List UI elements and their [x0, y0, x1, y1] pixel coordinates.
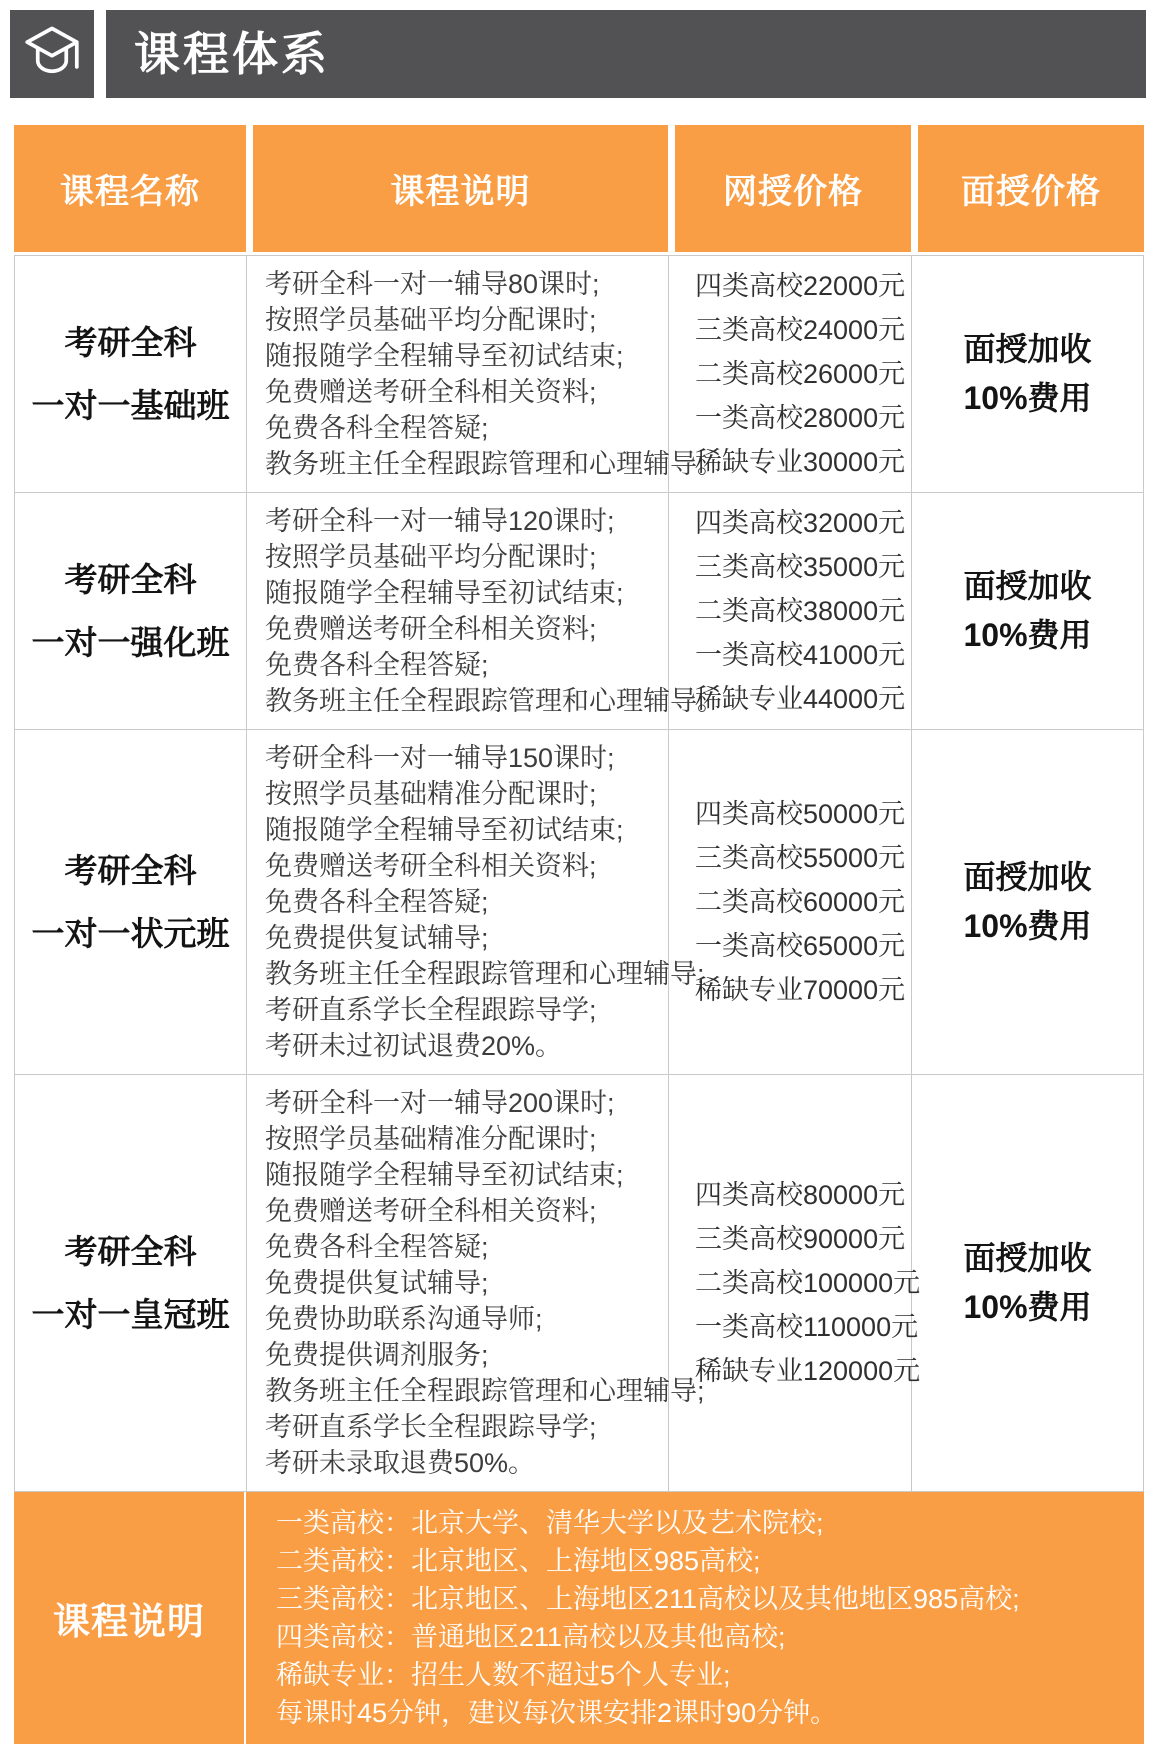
course-name-line: 一对一状元班 — [31, 915, 230, 952]
footer-note-line: 稀缺专业：招生人数不超过5个人专业; — [276, 1660, 731, 1690]
course-desc-line: 按照学员基础平均分配课时; — [265, 542, 597, 572]
course-desc-line: 教务班主任全程跟踪管理和心理辅导。 — [265, 686, 724, 716]
offline-price-line: 面授加收 — [963, 567, 1092, 604]
course-desc-line: 考研未过初试退费20%。 — [265, 1031, 563, 1061]
course-desc-line: 免费协助联系沟通导师; — [265, 1304, 543, 1334]
online-price-line: 一类高校110000元 — [695, 1312, 919, 1342]
brand-box — [10, 10, 94, 98]
table-row — [15, 256, 1143, 493]
graduation-cap-icon — [21, 19, 83, 90]
course-desc-line: 随报随学全程辅导至初试结束; — [265, 341, 624, 371]
online-price-cell — [669, 256, 912, 492]
course-desc-line: 免费提供复试辅导; — [265, 1268, 489, 1298]
offline-price-line: 面授加收 — [963, 858, 1092, 895]
online-price-line: 三类高校55000元 — [695, 843, 906, 873]
online-price-line: 稀缺专业70000元 — [695, 975, 906, 1005]
title-bar — [106, 10, 1146, 98]
course-desc-line: 免费提供复试辅导; — [265, 923, 489, 953]
course-desc-line: 考研未录取退费50%。 — [265, 1448, 536, 1478]
course-desc-line: 免费各科全程答疑; — [265, 1232, 489, 1262]
course-desc-line: 考研全科一对一辅导80课时; — [265, 269, 600, 299]
online-price-cell — [669, 493, 912, 729]
table-header-row — [14, 125, 1144, 252]
table-row — [15, 730, 1143, 1075]
course-name-line: 一对一皇冠班 — [31, 1296, 230, 1333]
course-desc-line: 考研全科一对一辅导200课时; — [265, 1088, 615, 1118]
course-desc-line: 免费各科全程答疑; — [265, 650, 489, 680]
footer-notes — [246, 1492, 1144, 1744]
column-header-course-name: 课程名称 — [14, 125, 246, 252]
online-price-line: 四类高校22000元 — [695, 271, 906, 301]
course-desc-line: 免费赠送考研全科相关资料; — [265, 1196, 597, 1226]
column-header-offline-price: 面授价格 — [911, 125, 1144, 252]
offline-price-line: 10%费用 — [963, 908, 1092, 944]
footer-label: 课程说明 — [53, 1601, 205, 1642]
course-name-line: 一对一强化班 — [31, 624, 230, 661]
course-desc-line: 考研直系学长全程跟踪导学; — [265, 1412, 597, 1442]
course-name-cell — [15, 1075, 247, 1491]
offline-price-line: 面授加收 — [963, 330, 1092, 367]
online-price-line: 四类高校50000元 — [695, 799, 906, 829]
footer-note-line: 三类高校：北京地区、上海地区211高校以及其他地区985高校; — [276, 1584, 1020, 1614]
course-desc-line: 按照学员基础精准分配课时; — [265, 779, 597, 809]
course-desc-line: 免费提供调剂服务; — [265, 1340, 489, 1370]
course-desc-line: 免费各科全程答疑; — [265, 887, 489, 917]
online-price-line: 一类高校28000元 — [695, 403, 906, 433]
course-desc-line: 免费赠送考研全科相关资料; — [265, 377, 597, 407]
course-desc-line: 随报随学全程辅导至初试结束; — [265, 1160, 624, 1190]
course-name-line: 考研全科 — [64, 324, 197, 361]
offline-price-line: 10%费用 — [963, 617, 1092, 653]
table-row — [15, 1075, 1143, 1491]
offline-price-line: 10%费用 — [963, 1289, 1092, 1325]
offline-price-cell — [912, 1075, 1143, 1491]
online-price-cell — [669, 1075, 921, 1491]
offline-price-cell — [912, 730, 1143, 1074]
column-header-online-price: 网授价格 — [668, 125, 911, 252]
offline-price-cell — [912, 493, 1143, 729]
course-table — [14, 125, 1144, 1744]
online-price-line: 稀缺专业44000元 — [695, 684, 906, 714]
online-price-line: 三类高校90000元 — [695, 1224, 906, 1254]
online-price-line: 四类高校80000元 — [695, 1180, 906, 1210]
course-desc-cell — [247, 493, 724, 729]
online-price-line: 二类高校100000元 — [695, 1268, 921, 1298]
course-desc-line: 免费各科全程答疑; — [265, 413, 489, 443]
course-desc-line: 免费赠送考研全科相关资料; — [265, 851, 597, 881]
online-price-line: 四类高校32000元 — [695, 508, 906, 538]
footer-note-line: 每课时45分钟，建议每次课安排2课时90分钟。 — [276, 1698, 838, 1728]
course-name-cell — [15, 730, 247, 1074]
course-desc-line: 随报随学全程辅导至初试结束; — [265, 578, 624, 608]
course-desc-line: 考研全科一对一辅导150课时; — [265, 743, 615, 773]
course-desc-line: 教务班主任全程跟踪管理和心理辅导; — [265, 1376, 705, 1406]
course-name-line: 一对一基础班 — [31, 387, 230, 424]
table-row — [15, 493, 1143, 730]
online-price-line: 二类高校26000元 — [695, 359, 906, 389]
online-price-line: 三类高校24000元 — [695, 315, 906, 345]
online-price-line: 一类高校65000元 — [695, 931, 906, 961]
online-price-line: 稀缺专业30000元 — [695, 447, 906, 477]
course-desc-line: 按照学员基础平均分配课时; — [265, 305, 597, 335]
footer-note-line: 一类高校：北京大学、清华大学以及艺术院校; — [276, 1508, 824, 1538]
course-name-line: 考研全科 — [64, 1233, 197, 1270]
footer-note-line: 二类高校：北京地区、上海地区985高校; — [276, 1546, 761, 1576]
online-price-line: 一类高校41000元 — [695, 640, 906, 670]
online-price-line: 二类高校60000元 — [695, 887, 906, 917]
course-name-line: 考研全科 — [64, 852, 197, 889]
table-footer — [14, 1492, 1144, 1744]
course-desc-cell — [247, 1075, 705, 1491]
footer-note-line: 四类高校：普通地区211高校以及其他高校; — [276, 1622, 786, 1652]
footer-label-cell — [14, 1492, 246, 1744]
online-price-line: 二类高校38000元 — [695, 596, 906, 626]
course-desc-line: 随报随学全程辅导至初试结束; — [265, 815, 624, 845]
online-price-line: 稀缺专业120000元 — [695, 1356, 921, 1386]
course-desc-line: 考研全科一对一辅导120课时; — [265, 506, 615, 536]
course-desc-line: 考研直系学长全程跟踪导学; — [265, 995, 597, 1025]
offline-price-line: 10%费用 — [963, 380, 1092, 416]
online-price-line: 三类高校35000元 — [695, 552, 906, 582]
course-desc-cell — [247, 256, 724, 492]
offline-price-line: 面授加收 — [963, 1239, 1092, 1276]
course-desc-line: 按照学员基础精准分配课时; — [265, 1124, 597, 1154]
course-name-line: 考研全科 — [64, 561, 197, 598]
offline-price-cell — [912, 256, 1143, 492]
course-name-cell — [15, 256, 247, 492]
course-desc-line: 教务班主任全程跟踪管理和心理辅导; — [265, 959, 705, 989]
column-header-course-description: 课程说明 — [246, 125, 668, 252]
course-desc-cell — [247, 730, 705, 1074]
course-desc-line: 教务班主任全程跟踪管理和心理辅导。 — [265, 449, 724, 479]
table-body — [14, 255, 1144, 1492]
online-price-cell — [669, 730, 912, 1074]
course-name-cell — [15, 493, 247, 729]
page-title: 课程体系 — [134, 28, 330, 80]
course-desc-line: 免费赠送考研全科相关资料; — [265, 614, 597, 644]
